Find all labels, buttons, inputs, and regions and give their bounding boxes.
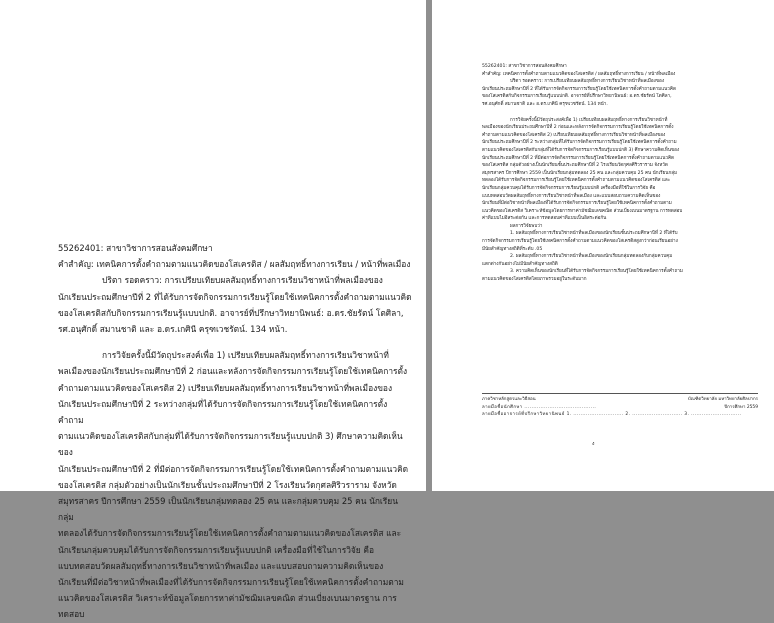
abstract-line-1: การวิจัยครั้งนี้มีวัตถุประสงค์เพื่อ 1) เปรียบเทียบผลสัมฤทธิ์ทางการเรียนวิชาหน้าที่ [102,350,389,361]
student-signature: ลายมือชื่อนักศึกษา ........................................ [482,404,597,410]
abstract-line-10: นักเรียนกลุ่มควบคุมได้รับการจัดกิจกรรมการเรียนรู้แบบปกติ เครื่องมือที่ใช้ในการวิจัย คือ [58,544,375,555]
abstract-line-2: พลเมืองของนักเรียนประถมศึกษาปีที่ 2 ก่อนและหลังการจัดกิจกรรมการเรียนรู้โดยใช้เทคนิคการตั้ง [482,125,674,131]
result-item-1-cont: มีนัยสำคัญทางสถิติที่ระดับ .05 [482,246,543,252]
abstract-line-11: แบบทดสอบวัดผลสัมฤทธิ์ทางการเรียนวิชาหน้าที่พลเมือง และแบบสอบถามความคิดเห็นของ [482,193,661,199]
abstract-line-5: ตามแนวคิดของโสเครติสกับกลุ่มที่ได้รับการจัดกิจกรรมการเรียนรู้แบบปกติ 3) ศึกษาความคิดเห็นของ [58,431,403,458]
abstract-line-8: สมุทรสาคร ปีการศึกษา 2559 เป็นนักเรียนกลุ่มทดลอง 25 คน และกลุ่มควบคุม 25 คน นักเรียนกลุ่ม [482,170,678,176]
result-item-2-cont: แตกต่างกันอย่างไม่มีนัยสำคัญทางสถิติ [482,261,558,267]
keywords-line: คำสำคัญ: เทคนิคการตั้งคำถามตามแนวคิดของโสเครติส / ผลสัมฤทธิ์ทางการเรียน / หน้าที่พลเมือง [58,259,411,270]
keywords-line: คำสำคัญ: เทคนิคการตั้งคำถามตามแนวคิดของโสเครติส / ผลสัมฤทธิ์ทางการเรียน / หน้าที่พลเมือง [482,71,676,77]
abstract-line-8: สมุทรสาคร ปีการศึกษา 2559 เป็นนักเรียนกลุ่มทดลอง 25 คน และกลุ่มควบคุม 25 คน นักเรียนกลุ่ม [58,496,398,523]
result-item-1-cont: การจัดกิจกรรมการเรียนรู้โดยใช้เทคนิคการตั้งคำถามตามแนวคิดของโสเครติสสูงกว่าก่อนเรียนอย่าง [482,239,678,245]
result-item-2: 2. ผลสัมฤทธิ์ทางการเรียนวิชาหน้าที่พลเมืองของนักเรียนกลุ่มทดลองกับกลุ่มควบคุม [510,254,673,260]
department-name: ภาควิชาหลักสูตรและวิธีสอน [482,397,536,402]
abstract-line-9: ทดลองได้รับการจัดกิจกรรมการเรียนรู้โดยใช้เทคนิคการตั้งคำถามตามแนวคิดของโสเครติส และ [58,528,402,539]
paragraph-gap [58,337,412,347]
signature-footer [482,393,758,419]
footer-row-2 [482,404,758,412]
abstract-line-7: ของโสเครติส กลุ่มตัวอย่างเป็นนักเรียนชั้นประถมศึกษาปีที่ 2 โรงเรียนวัดกุศลศิริวราราม จังหวัด [58,479,397,490]
result-item-1: 1. ผลสัมฤทธิ์ทางการเรียนวิชาหน้าที่พลเมืองของนักเรียนชั้นประถมศึกษาปีที่ 2 ที่ได้รับ [510,231,678,237]
author-line-3: ของโสเครติสกับกิจกรรมการเรียนรู้แบบปกติ. อาจารย์ที่ปรึกษาวิทยานิพนธ์: อ.ดร.ชัยรัตน์ โตศิลา, [58,307,404,318]
author-line-4: รศ.อนุศักดิ์ สมานชาติ และ อ.ดร.เกศินี ครุฑเวชรัตน์. 134 หน้า. [482,101,608,107]
abstract-line-9: ทดลองได้รับการจัดกิจกรรมการเรียนรู้โดยใช้เทคนิคการตั้งคำถามตามแนวคิดของโสเครติส และ [482,178,671,184]
abstract-line-6: นักเรียนประถมศึกษาปีที่ 2 ที่มีต่อการจัดกิจกรรมการเรียนรู้โดยใช้เทคนิคการตั้งคำถามตามแนวคิด [58,463,409,474]
author-line-3: ของโสเครติสกับกิจกรรมการเรียนรู้แบบปกติ. อาจารย์ที่ปรึกษาวิทยานิพนธ์: อ.ดร.ชัยรัตน์ โตศิลา, [482,94,672,100]
author-line-2: นักเรียนประถมศึกษาปีที่ 2 ที่ได้รับการจัดกิจกรรมการเรียนรู้โดยใช้เทคนิคการตั้งคำถามตามแนวคิด [58,291,412,302]
footer-row-1 [482,396,758,404]
department-code-line: 55262401: สาขาวิชาการสอนสังคมศึกษา [58,243,213,253]
school-name: บัณฑิตวิทยาลัย มหาวิทยาลัยศิลปากร [687,397,758,402]
abstract-line-11: แบบทดสอบวัดผลสัมฤทธิ์ทางการเรียนวิชาหน้าที่พลเมือง และแบบสอบถามความคิดเห็นของ [58,560,384,571]
author-line-4: รศ.อนุศักดิ์ สมานชาติ และ อ.ดร.เกศินี ครุฑเวชรัตน์. 134 หน้า. [58,324,288,335]
author-line-2: นักเรียนประถมศึกษาปีที่ 2 ที่ได้รับการจัดกิจกรรมการเรียนรู้โดยใช้เทคนิคการตั้งคำถามตามแนวคิด [482,86,676,92]
abstract-line-13: แนวคิดของโสเครติส วิเคราะห์ข้อมูลโดยการหาค่ามัชฌิมเลขคณิต ส่วนเบี่ยงเบนมาตรฐาน การทดสอบ [482,208,683,214]
footer-row-3 [482,411,758,419]
abstract-line-12: นักเรียนที่มีต่อวิชาหน้าที่พลเมืองที่ได้รับการจัดกิจกรรมการเรียนรู้โดยใช้เทคนิคการตั้งคำถามตาม [482,201,672,207]
abstract-line-4: นักเรียนประถมศึกษาปีที่ 2 ระหว่างกลุ่มที่ได้รับการจัดกิจกรรมการเรียนรู้โดยใช้เทคนิคการตั้งคำถาม [58,398,388,426]
paragraph-gap [482,109,758,117]
results-heading: ผลการวิจัยพบว่า [510,223,543,229]
abstract-line-3: คำถามตามแนวคิดของโสเครติส 2) เปรียบเทียบผลสัมฤทธิ์ทางการเรียนวิชาหน้าที่พลเมืองของ [482,132,666,138]
abstract-line-2: พลเมืองของนักเรียนประถมศึกษาปีที่ 2 ก่อนและหลังการจัดกิจกรรมการเรียนรู้โดยใช้เทคนิคการตั้ง [58,366,408,377]
page-number: ง [592,441,595,447]
abstract-line-1: การวิจัยครั้งนี้มีวัตถุประสงค์เพื่อ 1) เปรียบเทียบผลสัมฤทธิ์ทางการเรียนวิชาหน้าที่ [510,117,668,123]
advisor-signatures: ลายมือชื่ออาจารย์ที่ปรึกษาวิทยานิพนธ์ 1. ............................ 2. ............................ 3. ............................ [482,412,742,418]
abstract-line-7: ของโสเครติส กลุ่มตัวอย่างเป็นนักเรียนชั้นประถมศึกษาปีที่ 2 โรงเรียนวัดกุศลศิริวราราม จังหวัด [482,163,668,169]
author-line-1: ปริตา รอดคราว: การเปรียบเทียบผลสัมฤทธิ์ทางการเรียนวิชาหน้าที่พลเมืองของ [510,79,665,85]
abstract-line-5: ตามแนวคิดของโสเครติสกับกลุ่มที่ได้รับการจัดกิจกรรมการเรียนรู้แบบปกติ 3) ศึกษาความคิดเห็นของ [482,147,680,153]
abstract-line-4: นักเรียนประถมศึกษาปีที่ 2 ระหว่างกลุ่มที่ได้รับการจัดกิจกรรมการเรียนรู้โดยใช้เทคนิคการตั้งคำถาม [482,140,677,146]
abstract-line-6: นักเรียนประถมศึกษาปีที่ 2 ที่มีต่อการจัดกิจกรรมการเรียนรู้โดยใช้เทคนิคการตั้งคำถามตามแนวคิด [482,155,675,161]
abstract-line-12: นักเรียนที่มีต่อวิชาหน้าที่พลเมืองที่ได้รับการจัดกิจกรรมการเรียนรู้โดยใช้เทคนิคการตั้งคำถามตาม [58,577,404,588]
abstract-line-13: แนวคิดของโสเครติส วิเคราะห์ข้อมูลโดยการหาค่ามัชฌิมเลขคณิต ส่วนเบี่ยงเบนมาตรฐาน การทดสอบ [58,593,397,620]
abstract-line-3: คำถามตามแนวคิดของโสเครติส 2) เปรียบเทียบผลสัมฤทธิ์ทางการเรียนวิชาหน้าที่พลเมืองของ [58,382,393,393]
document-page-right [432,0,774,491]
author-line-1: ปริตา รอดคราว: การเปรียบเทียบผลสัมฤทธิ์ทางการเรียนวิชาหน้าที่พลเมืองของ [102,275,383,286]
abstract-line-14: ค่าทีแบบไม่อิสระต่อกัน และการทดสอบค่าทีแบบเป็นอิสระต่อกัน [482,216,607,222]
result-item-3: 3. ความคิดเห็นของนักเรียนที่ได้รับการจัดกิจกรรมการเรียนรู้โดยใช้เทคนิคการตั้งคำถาม [510,269,683,275]
result-item-3-cont: ตามแนวคิดของโสเครติสโดยภาพรวมอยู่ในระดับมาก [482,277,587,283]
academic-year: ปีการศึกษา 2559 [724,404,758,410]
abstract-line-10: นักเรียนกลุ่มควบคุมได้รับการจัดกิจกรรมการเรียนรู้แบบปกติ เครื่องมือที่ใช้ในการวิจัย คือ [482,185,656,191]
department-code-line: 55262401: สาขาวิชาการสอนสังคมศึกษา [482,64,567,69]
